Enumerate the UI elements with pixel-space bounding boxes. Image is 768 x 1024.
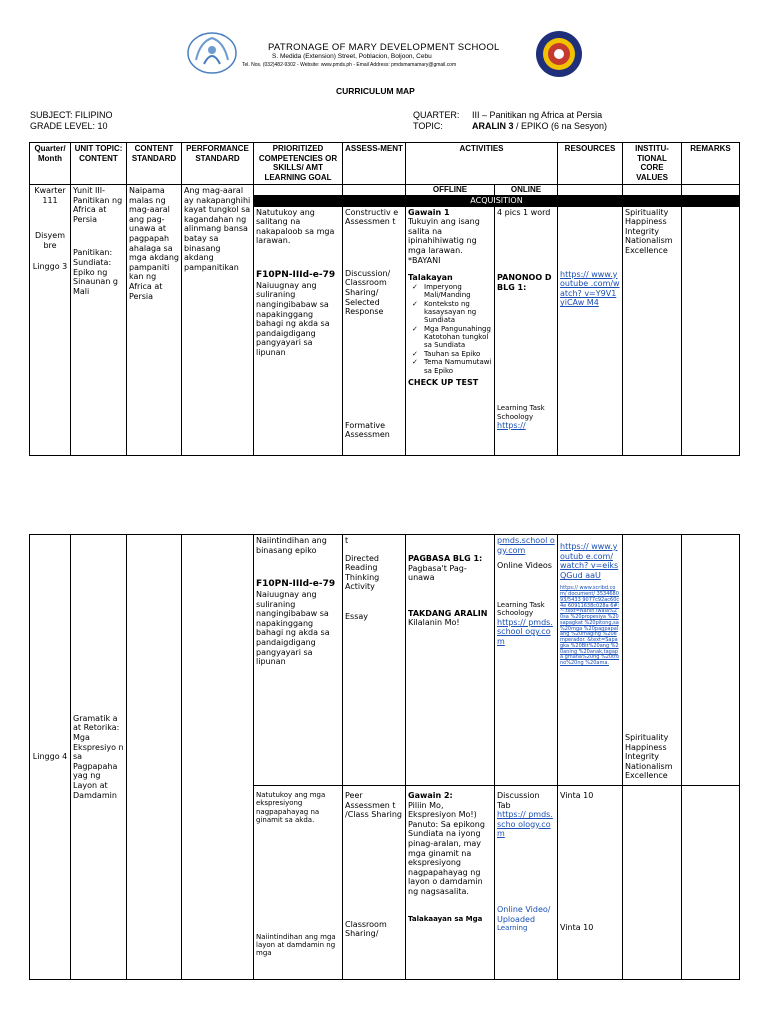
curriculum-table-2 — [29, 534, 740, 980]
schoology-link[interactable]: pmds.school ogy.com — [497, 536, 555, 555]
list-item: ✓ Konteksto ng kasaysayan ng Sundiata — [416, 300, 492, 325]
core-values-cell: Spirituality Happiness Integrity Nationalism Excellence — [623, 206, 682, 455]
offline-activity-cell-2: PAGBASA BLG 1: Pagbasa't Pag-unawa TAKDANG ARALIN Kilalanin Mo! — [406, 535, 495, 786]
col-online: ONLINE — [495, 185, 558, 196]
competency-cell: Natutukoy ang salitang na nakapaloob sa mga larawan. F10PN-IIId-e-79 Naiuugnay ang suliraning nangingibabaw sa napakinggang bahagi ng akda sa pandaigdigang pangyayari sa lipunan — [254, 206, 343, 455]
col-offline: OFFLINE — [406, 185, 495, 196]
list-item: ✓ Tema Namumutawi sa Epiko — [416, 358, 492, 375]
assessment-cell-2: t Directed Reading Thinking Activity Essay — [343, 535, 406, 786]
assessment-cell-3: Peer Assessmen t /Class Sharing Classroom Sharing/ — [343, 786, 406, 980]
school-name: PATRONAGE OF MARY DEVELOPMENT SCHOOL — [268, 42, 500, 53]
col-unit: UNIT TOPIC: CONTENT — [71, 143, 127, 185]
youtube-link[interactable]: https:// www.youtube .com/watch? v=Y9V1yiCAw M4 — [560, 269, 620, 308]
quarter-value: III – Panitikan ng Africa at Persia — [472, 110, 603, 120]
online-activity-cell-3: Discussion Tab https:// pmds.scho ology.com Online Video/ Uploaded Learning — [495, 786, 558, 980]
school-logo-icon — [186, 30, 238, 76]
col-activities: ACTIVITIES — [406, 143, 558, 185]
offline-activity-cell-3: Gawain 2: Piliin Mo, Ekspresiyon Mo!) Panuto: Sa epikong Sundiata na iyong pinag-aralan, may mga ginamit na ekspresiyong nagpapahayag ng layon o damdamin ng nagsasalita. Talakaayan sa Mga — [406, 786, 495, 980]
schoology-link[interactable]: https:// pmds.scho ology.com — [497, 810, 553, 839]
quarter-cell: Kwarter 111 Disyem bre Linggo 3 — [30, 185, 71, 456]
col-resources: RESOURCES — [558, 143, 623, 185]
school-address: S. Medida (Extension) Street, Poblacion, Boljoon, Cebu — [272, 53, 432, 60]
schoology-link[interactable]: https:// — [497, 421, 526, 431]
resources-cell-3: Vinta 10 Vinta 10 — [558, 786, 623, 980]
remarks-cell — [682, 206, 740, 455]
grade-line: GRADE LEVEL: 10 — [30, 121, 108, 131]
acquisition-bar: ACQUISITION — [254, 196, 740, 207]
talakayan-list — [408, 283, 492, 375]
competency-cell-2: Naiintindihan ang binasang epiko F10PN-IIId-e-79 Naiuugnay ang suliraning nangingibabaw sa napakinggang bahagi ng akda sa pandaigdigang pangyayari sa lipunan — [254, 535, 343, 786]
performance-standard-cell-2 — [182, 535, 254, 980]
week-cell: Linggo 4 — [30, 535, 71, 980]
core-values-cell-3 — [623, 786, 682, 980]
competency-cell-3: Natutukoy ang mga ekspresiyong nagpapahayag na ginamit sa akda. Naiintindihan ang mga layon at damdamin ng mga — [254, 786, 343, 980]
curriculum-table-1 — [29, 142, 740, 456]
page-title: CURRICULUM MAP — [336, 86, 415, 96]
list-item: ✓ Tauhan sa Epiko — [416, 350, 492, 358]
unit-cell: Yunit III-Panitikan ng Africa at Persia Panitikan: Sundiata: Epiko ng Sinaunan g Mali — [71, 185, 127, 456]
col-assessment: ASSESS-MENT — [343, 143, 406, 185]
quarter-label: QUARTER: — [413, 110, 460, 120]
col-quarter: Quarter/ Month — [30, 143, 71, 185]
content-standard-cell: Naipama malas ng mag-aaral ang pag-unawa at pagpapah ahalaga sa mga akdang pampaniti kan ng Africa at Persia — [127, 185, 182, 456]
list-item: ✓ Imperyong Mali/Manding — [416, 283, 492, 300]
subject-line: SUBJECT: FILIPINO — [30, 110, 113, 120]
school-seal-icon — [535, 30, 583, 78]
offline-activity-cell: Gawain 1 Tukuyin ang isang salita na ipinahihiwatig ng mga larawan. *BAYANI Talakayan ✓ Imperyong Mali/Manding ✓ Konteksto ng kasaysayan ng Sundiata ✓ Mga Pangunahingg Katotohan tungkol sa Sundiata ✓ Tauhan sa Epiko ✓ Tema Namumutawi sa Epiko CHECK UP TEST — [406, 206, 495, 455]
schoology-link[interactable]: https:// pmds.school ogy.com — [497, 617, 553, 646]
remarks-cell-3 — [682, 786, 740, 980]
content-standard-cell-2 — [127, 535, 182, 980]
school-contact: Tel. Nos. (032)482-9302 - Website: www.pmds.ph - Email Address: pmdsmamamary@gmail.com — [242, 62, 457, 68]
topic-value: ARALIN 3 / EPIKO (6 na Sesyon) — [472, 121, 608, 131]
col-competencies: PRIORITIZED COMPETENCIES OR SKILLS/ AMT LEARNING GOAL — [254, 143, 343, 185]
online-activity-cell: 4 pics 1 word PANONOO D BLG 1: Learning Task Schoology https:// — [495, 206, 558, 455]
assessment-cell: Constructiv e Assessmen t Discussion/ Classroom Sharing/ Selected Response Formative Assessmen — [343, 206, 406, 455]
topic-label: TOPIC: — [413, 121, 443, 131]
online-activity-cell-2: pmds.school ogy.com Online Videos Learning Task Schoology https:// pmds.school ogy.com — [495, 535, 558, 786]
performance-standard-cell: Ang mag-aaral ay nakapanghihi kayat tungkol sa kagandahan ng alinmang bansa batay sa binasang akdang pampanitikan — [182, 185, 254, 456]
resources-cell — [558, 206, 623, 455]
col-content: CONTENT STANDARD — [127, 143, 182, 185]
youtube-link[interactable]: https:// www.youtub e.com/ watch? v=eiksQGud aaU — [560, 542, 619, 580]
resources-cell-2 — [558, 535, 623, 786]
scribd-link[interactable]: https:// www.scribd.com/ document/ 353468093/5433 9077c92ac60c4e 60911638c028a 6#:~:text=Nanin iwala%20sa %20propesiya %20sapagkat %20pitong,sa %20mga %20pagpapalang %20maging %20emperador. &text=Sapagka %20BIt%20ang %20aning %20anak,tagapa gmana%20ng %20trono%20ng %20ama. — [560, 585, 620, 667]
remarks-cell-2 — [682, 535, 740, 786]
unit-cell-2: Gramatik a at Retorika: Mga Ekspresiyo n sa Pagpapaha yag ng Layon at Damdamin — [71, 535, 127, 980]
core-values-cell-2: Spirituality Happiness Integrity Nationalism Excellence — [623, 535, 682, 786]
col-performance: PERFORMANCE STANDARD — [182, 143, 254, 185]
col-values: INSTITU-TIONAL CORE VALUES — [623, 143, 682, 185]
col-remarks: REMARKS — [682, 143, 740, 185]
list-item: ✓ Mga Pangunahingg Katotohan tungkol sa Sundiata — [416, 325, 492, 350]
